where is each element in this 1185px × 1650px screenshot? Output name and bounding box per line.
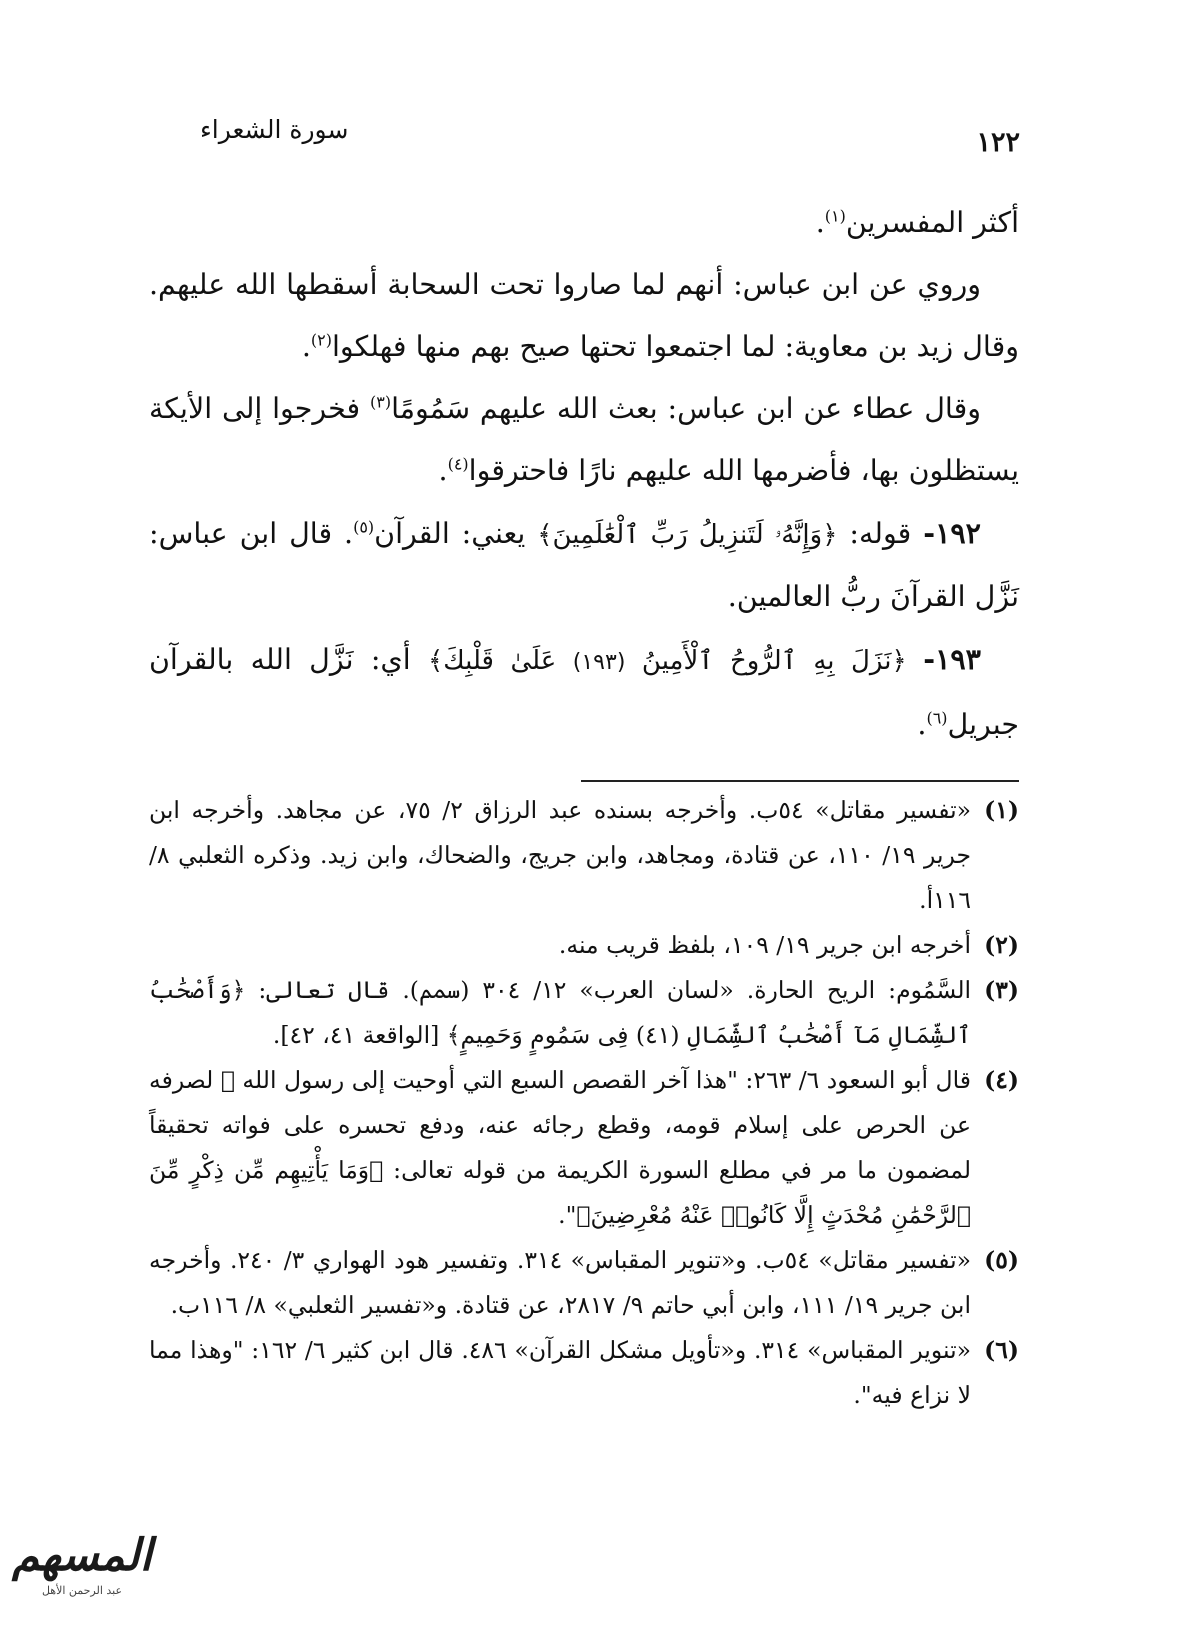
footnote-separator [581, 780, 1019, 782]
footnote-text: السَّمُوم: الريح الحارة. «لسان العرب» ١٢/ ٣٠٤ (سمم). قال تعالى: ﴿وَأَصْحَٰبُ ٱلشِّمَالِ مَآ أَصْحَٰبُ ٱلشِّمَالِ (٤١) فِى سَمُومٍ وَحَمِيمٍ﴾ [الواقعة ٤١، ٤٢]. [149, 976, 972, 1049]
footnote-ref: (٣) [369, 392, 392, 412]
page-number: ١٢٢ [976, 127, 1020, 158]
footnote-text: أخرجه ابن جرير ١٩/ ١٠٩، بلفظ قريب منه. [558, 931, 971, 959]
verse-number: ١٩٢- [923, 516, 981, 550]
footnote-3 [149, 968, 1019, 1058]
quran-quote: ﴿نَزَلَ بِهِ ٱلرُّوحُ ٱلْأَمِينُ [625, 646, 924, 676]
paragraph-1: أكثر المفسرين$^{(١)}$. [815, 206, 1019, 239]
footnote-label: (٥) [984, 1246, 1019, 1274]
quran-quote: ﴿وَإِنَّهُۥ لَتَنزِيلُ رَبِّ ٱلْعَٰلَمِينَ﴾ [537, 520, 838, 550]
ayah-end-marker: (١٩٣) [572, 650, 626, 675]
footnotes [149, 788, 1019, 1418]
footnote-5 [149, 1238, 1019, 1328]
footnote-ref: (١) [824, 206, 846, 226]
footnote-4 [149, 1058, 1019, 1238]
footnote-ref: (٤) [447, 454, 469, 474]
footnote-label: (٦) [984, 1336, 1019, 1364]
paragraph-verse-193: ١٩٣- ﴿نَزَلَ بِهِ ٱلرُّوحُ ٱلْأَمِينُ (١٩٣) عَلَىٰ قَلْبِكَ﴾ أي: نَزَّل الله بالقرآن جبريل$^{(٦)}$. [149, 642, 1019, 741]
running-title: سورة الشعراء [200, 115, 349, 144]
paragraph-2: وروي عن ابن عباس: أنهم لما صاروا تحت السحابة أسقطها الله عليهم. وقال زيد بن معاوية: لما اجتمعوا تحتها صيح بهم منها فهلكوا$^{(٢)}$. [149, 268, 1019, 363]
page-header [200, 115, 1020, 165]
footnote-ref: (٥) [353, 517, 375, 537]
footnote-1 [149, 788, 1019, 923]
paragraph-3: وقال عطاء عن ابن عباس: بعث الله عليهم سَمُومًا$^{(٣)}$ فخرجوا إلى الأيكة يستظلون بها، فأضرمها الله عليهم نارًا فاحترقوا$^{(٤)}$. [149, 392, 1019, 487]
footnote-label: (٤) [984, 1066, 1019, 1094]
footnote-2 [149, 923, 1019, 968]
publisher-logo-icon [8, 1528, 156, 1638]
footnote-label: (٢) [984, 931, 1019, 959]
footnote-ref: (٢) [310, 330, 332, 350]
footnote-label: (١) [984, 796, 1019, 824]
logo-text: المسهم [12, 1530, 152, 1581]
footnote-ref: (٦) [926, 708, 948, 728]
footnote-text: «تنوير المقباس» ٣١٤. و«تأويل مشكل القرآن» ٤٨٦. قال ابن كثير ٦/ ١٦٢: "وهذا مما لا نزاع فيه". [149, 1336, 971, 1409]
footnote-6 [149, 1328, 1019, 1418]
footnote-text: «تفسير مقاتل» ٥٤ب. وأخرجه بسنده عبد الرزاق ٢/ ٧٥، عن مجاهد. وأخرجه ابن جرير ١٩/ ١١٠، عن قتادة، ومجاهد، وابن جريج، والضحاك، وابن زيد. وذكره الثعلبي ٨/ ١١٦أ. [149, 796, 971, 914]
paragraph-verse-192: ١٩٢- قوله: ﴿وَإِنَّهُۥ لَتَنزِيلُ رَبِّ ٱلْعَٰلَمِينَ﴾ يعني: القرآن$^{(٥)}$. قال ابن عباس: نَزَّل القرآنَ ربُّ العالمين. [149, 516, 1019, 613]
footnote-text: قال أبو السعود ٦/ ٢٦٣: "هذا آخر القصص السبع التي أوحيت إلى رسول الله ﷺ لصرفه عن الحرص على إسلام قومه، وقطع رجائه عنه، ودفع تحسره على فواته تحقيقاً لمضمون ما مر في مطلع السورة الكريمة من قوله تعالى: ﴿وَمَا يَأْتِيهِم مِّن ذِكْرٍ مِّنَ ٱلرَّحْمَٰنِ مُحْدَثٍ إِلَّا كَانُوا۟ عَنْهُ مُعْرِضِينَ﴾". [149, 1066, 972, 1229]
footnote-label: (٣) [984, 976, 1019, 1004]
footnote-text: «تفسير مقاتل» ٥٤ب. و«تنوير المقباس» ٣١٤. وتفسير هود الهواري ٣/ ٢٤٠. وأخرجه ابن جرير ١٩/ ١١١، وابن أبي حاتم ٩/ ٢٨١٧، عن قتادة. و«تفسير الثعلبي» ٨/ ١١٦ب. [149, 1246, 971, 1319]
main-text [149, 192, 1019, 756]
quran-quote-cont: عَلَىٰ قَلْبِكَ﴾ [427, 646, 573, 676]
verse-number: ١٩٣- [923, 642, 981, 676]
logo-subtext: عبد الرحمن الأهل [41, 1584, 123, 1597]
